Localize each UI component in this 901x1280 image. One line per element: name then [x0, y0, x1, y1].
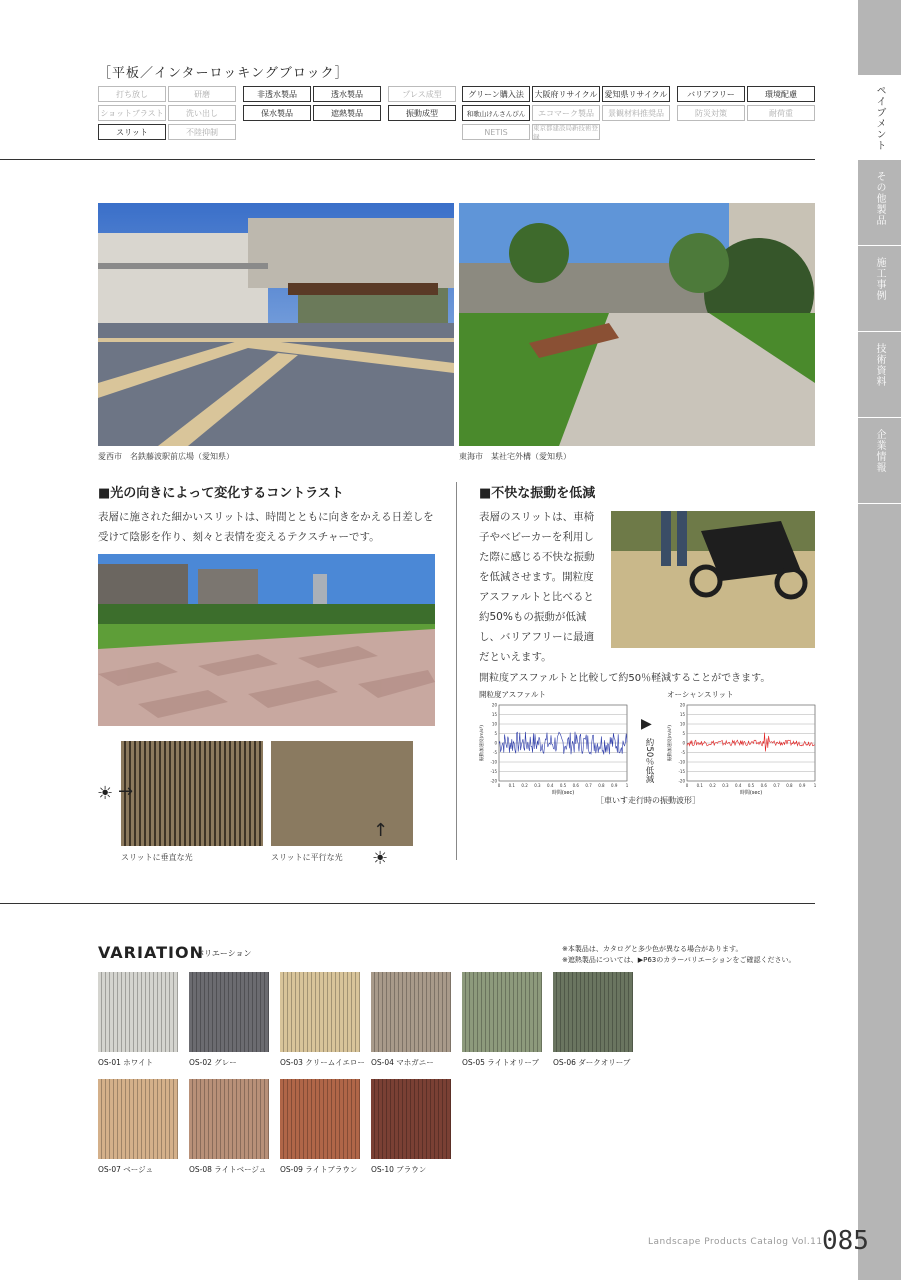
- color-swatch: [189, 1079, 269, 1159]
- caption-parallel: スリットに平行な光: [271, 853, 343, 862]
- variation-subtitle: バリエーション: [196, 949, 252, 958]
- y-axis-label: 振動加速度(m/s²): [668, 724, 673, 762]
- section-body-vibration: 表層のスリットは、車椅子やベビーカーを利用した際に感じる不快な振動を低減させます。開粒度アスファルトと比べると約50%もの振動が低減し、バリアフリーに最適だといえます。: [479, 511, 595, 663]
- x-tick-label: 0.9: [611, 783, 618, 788]
- x-tick-label: 0.7: [585, 783, 592, 788]
- y-tick-label: 15: [679, 712, 685, 717]
- divider-bottom: [0, 903, 815, 904]
- color-swatch-label: OS-08 ライトベージュ: [189, 1165, 267, 1174]
- color-swatch-label: OS-06 ダークオリーブ: [553, 1058, 631, 1067]
- y-tick-label: -20: [678, 778, 685, 784]
- section-heading-contrast: ■光の向きによって変化するコントラスト: [98, 486, 344, 501]
- feature-tag: プレス成型: [388, 86, 456, 102]
- feature-tag: 遮熱製品: [313, 105, 381, 121]
- side-tab-case-studies[interactable]: 施工事例: [858, 247, 901, 332]
- color-swatch-label: OS-04 マホガニー: [371, 1058, 434, 1067]
- sun-icon: ☀: [372, 848, 389, 869]
- x-tick-label: 0.8: [598, 783, 605, 788]
- feature-tag: 透水製品: [313, 86, 381, 102]
- catalog-name: Landscape Products Catalog Vol.11: [648, 1237, 823, 1247]
- section-heading-vibration: ■不快な振動を低減: [479, 486, 596, 501]
- color-swatch-label: OS-10 ブラウン: [371, 1165, 427, 1174]
- x-axis-label: 時間(sec): [551, 790, 575, 796]
- y-tick-label: 20: [491, 702, 497, 708]
- y-tick-label: 10: [679, 721, 685, 727]
- y-tick-label: -15: [490, 769, 497, 774]
- category-title: ［平板／インターロッキングブロック］: [98, 66, 349, 81]
- photo-residence-exterior: [459, 203, 815, 446]
- x-tick-label: 0.3: [722, 783, 729, 788]
- color-swatch: [371, 972, 451, 1052]
- sun-icon: ☀: [97, 783, 114, 804]
- variation-note-1: ※本製品は、カタログと多少色が異なる場合があります。: [562, 945, 743, 953]
- page-number: 085: [822, 1226, 869, 1256]
- y-tick-label: -10: [678, 759, 685, 765]
- feature-tag: 防災対策: [677, 105, 745, 121]
- y-tick-label: 20: [679, 702, 685, 708]
- feature-tag: 和歌山けんさんぴん: [462, 105, 530, 121]
- y-tick-label: -5: [493, 750, 497, 755]
- feature-tag: 東京都建設局新技術登録: [533, 124, 598, 141]
- y-tick-label: 5: [494, 731, 497, 736]
- side-tab-other-products[interactable]: その他製品: [858, 161, 901, 246]
- side-tab-technical-data[interactable]: 技術資料: [858, 333, 901, 418]
- vibration-chart-slit: [667, 700, 827, 800]
- caption-perpendicular: スリットに垂直な光: [121, 853, 193, 862]
- x-tick-label: 1: [625, 783, 629, 788]
- color-swatch-label: OS-01 ホワイト: [98, 1058, 154, 1067]
- feature-tag: グリーン購入法: [462, 86, 530, 102]
- feature-tag: 保水製品: [243, 105, 311, 121]
- chart-title-asphalt: 開粒度アスファルト: [479, 690, 547, 699]
- arrow-up-icon: ↑: [373, 820, 389, 841]
- photo-station-plaza: [98, 203, 454, 446]
- feature-tag: 景観材料推奨品: [602, 105, 670, 121]
- color-swatch: [98, 972, 178, 1052]
- photo-caption-right: 東海市 某社宅外構（愛知県）: [459, 452, 571, 461]
- variation-title: VARIATION: [98, 943, 204, 962]
- color-swatch: [371, 1079, 451, 1159]
- color-swatch: [462, 972, 542, 1052]
- feature-tag: 打ち放し: [98, 86, 166, 102]
- x-tick-label: 0.3: [534, 783, 541, 788]
- feature-tag: ショットブラスト: [98, 105, 166, 121]
- photo-caption-left: 愛西市 名鉄藤波駅前広場（愛知県）: [98, 452, 234, 461]
- color-swatch: [280, 1079, 360, 1159]
- vibration-chart-asphalt: [479, 700, 639, 800]
- divider-top: [0, 159, 815, 160]
- photo-stroller: [611, 511, 815, 648]
- color-swatch-label: OS-02 グレー: [189, 1058, 237, 1067]
- feature-tag: 愛知県リサイクル: [602, 86, 670, 102]
- feature-tag: NETIS: [462, 124, 530, 140]
- x-tick-label: 0.9: [799, 783, 806, 788]
- x-tick-label: 1: [813, 783, 817, 788]
- color-swatch-label: OS-07 ベージュ: [98, 1165, 153, 1174]
- feature-tag: バリアフリー: [677, 86, 745, 102]
- y-tick-label: 0: [494, 740, 497, 746]
- x-tick-label: 0.6: [572, 783, 579, 788]
- side-tab-pavement[interactable]: ペイブメント: [858, 75, 901, 160]
- x-tick-label: 0: [497, 783, 501, 788]
- y-tick-label: 10: [491, 721, 497, 727]
- feature-tag: 不陸抑制: [168, 124, 236, 140]
- color-swatch-label: OS-09 ライトブラウン: [280, 1165, 358, 1174]
- x-tick-label: 0.2: [709, 783, 716, 788]
- feature-tag: 大阪府リサイクル: [532, 86, 600, 102]
- x-tick-label: 0.2: [521, 783, 528, 788]
- compare-text: 開粒度アスファルトと比較して約50％軽減することができます。: [479, 673, 771, 684]
- reduction-label: 約50％低減: [644, 738, 654, 783]
- feature-tag: 研磨: [168, 86, 236, 102]
- arrow-right-triangle-icon: ▶: [641, 716, 652, 732]
- texture-parallel-light: [271, 741, 413, 846]
- feature-tag: 洗い出し: [168, 105, 236, 121]
- feature-tag: 耐荷重: [747, 105, 815, 121]
- feature-tag: 環境配慮: [747, 86, 815, 102]
- y-tick-label: -5: [681, 750, 685, 755]
- texture-perpendicular-light: [121, 741, 263, 846]
- variation-note-2: ※遮熱製品については、▶P63のカラーバリエーションをご確認ください。: [562, 956, 796, 964]
- x-axis-label: 時間(sec): [739, 790, 763, 796]
- x-tick-label: 0.4: [547, 783, 554, 788]
- x-tick-label: 0.4: [735, 783, 742, 788]
- chart-title-slit: オーシャンスリット: [667, 690, 734, 699]
- y-axis-label: 振動加速度(m/s²): [480, 724, 485, 762]
- feature-tag: 振動成型: [388, 105, 456, 121]
- y-tick-label: 0: [682, 740, 685, 746]
- color-swatch: [189, 972, 269, 1052]
- y-tick-label: 15: [491, 712, 497, 717]
- x-tick-label: 0: [685, 783, 689, 788]
- arrow-right-icon: →: [118, 781, 134, 802]
- photo-park-paving: [98, 554, 435, 726]
- x-tick-label: 0.5: [747, 783, 755, 788]
- x-tick-label: 0.5: [559, 783, 567, 788]
- x-tick-label: 0.8: [786, 783, 793, 788]
- color-swatch-label: OS-05 ライトオリーブ: [462, 1058, 539, 1067]
- x-tick-label: 0.7: [773, 783, 780, 788]
- column-divider: [456, 482, 457, 860]
- y-tick-label: -10: [490, 759, 497, 765]
- feature-tag: 非透水製品: [243, 86, 311, 102]
- x-tick-label: 0.1: [508, 783, 515, 788]
- color-swatch-label: OS-03 クリームイエロー: [280, 1058, 365, 1067]
- color-swatch: [553, 972, 633, 1052]
- side-tab-company-info[interactable]: 企業情報: [858, 419, 901, 504]
- chart-caption: ［車いす走行時の振動波形］: [596, 796, 700, 805]
- side-navigation: [858, 0, 901, 1280]
- color-swatch: [98, 1079, 178, 1159]
- feature-tag: スリット: [98, 124, 166, 140]
- x-tick-label: 0.6: [760, 783, 767, 788]
- x-tick-label: 0.1: [696, 783, 703, 788]
- y-tick-label: -15: [678, 769, 685, 774]
- feature-tag: エコマーク製品: [532, 105, 600, 121]
- color-swatch: [280, 972, 360, 1052]
- y-tick-label: 5: [682, 731, 685, 736]
- y-tick-label: -20: [490, 778, 497, 784]
- section-body-contrast: 表層に施された細かいスリットは、時間とともに向きをかえる日差しを受けて陰影を作り、刻々と表情を変えるテクスチャーです。: [98, 511, 434, 543]
